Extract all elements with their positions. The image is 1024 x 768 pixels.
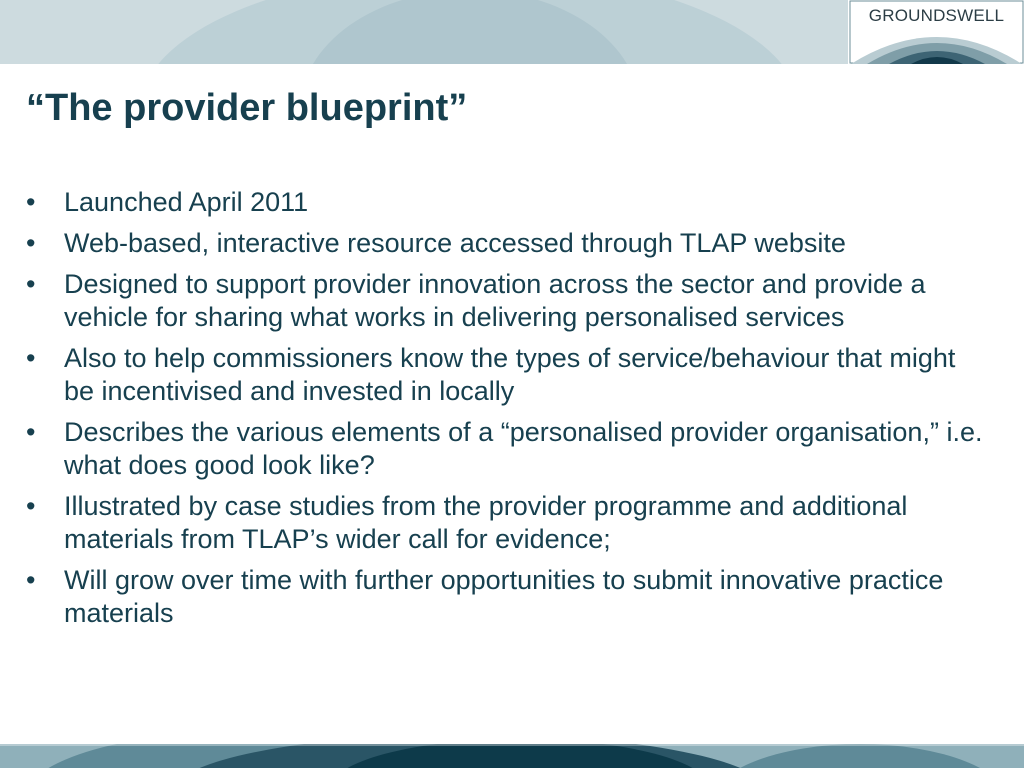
logo-text: GROUNDSWELL <box>868 6 1005 25</box>
bullet-icon: • <box>26 187 36 217</box>
bullet-item <box>24 416 984 482</box>
slide-title: “The provider blueprint” <box>26 87 468 129</box>
bullet-item <box>24 268 984 334</box>
bullet-item <box>24 186 984 219</box>
bullet-icon: • <box>26 417 36 447</box>
bullet-text: Launched April 2011 <box>64 187 309 217</box>
bullet-text: Also to help commissioners know the types of service/behaviour that might be incentivised and invested in locally <box>64 343 956 406</box>
bullet-text: Will grow over time with further opportunities to submit innovative practice materials <box>64 565 944 628</box>
bullet-item <box>24 564 984 630</box>
bullet-item <box>24 342 984 408</box>
bullet-list <box>24 186 984 638</box>
bullet-icon: • <box>26 565 36 595</box>
groundswell-logo <box>849 0 1024 64</box>
header-banner <box>0 0 848 64</box>
bullet-icon: • <box>26 269 36 299</box>
footer-banner <box>0 744 1024 768</box>
bullet-item <box>24 490 984 556</box>
bullet-icon: • <box>26 228 36 258</box>
bullet-icon: • <box>26 343 36 373</box>
bullet-text: Describes the various elements of a “personalised provider organisation,” i.e. what does good look like? <box>64 417 983 480</box>
bullet-item <box>24 227 984 260</box>
bullet-icon: • <box>26 491 36 521</box>
bullet-text: Designed to support provider innovation across the sector and provide a vehicle for sharing what works in delivering personalised services <box>64 269 926 332</box>
bullet-text: Web-based, interactive resource accessed through TLAP website <box>64 228 846 258</box>
bullet-text: Illustrated by case studies from the provider programme and additional materials from TLAP’s wider call for evidence; <box>64 491 908 554</box>
